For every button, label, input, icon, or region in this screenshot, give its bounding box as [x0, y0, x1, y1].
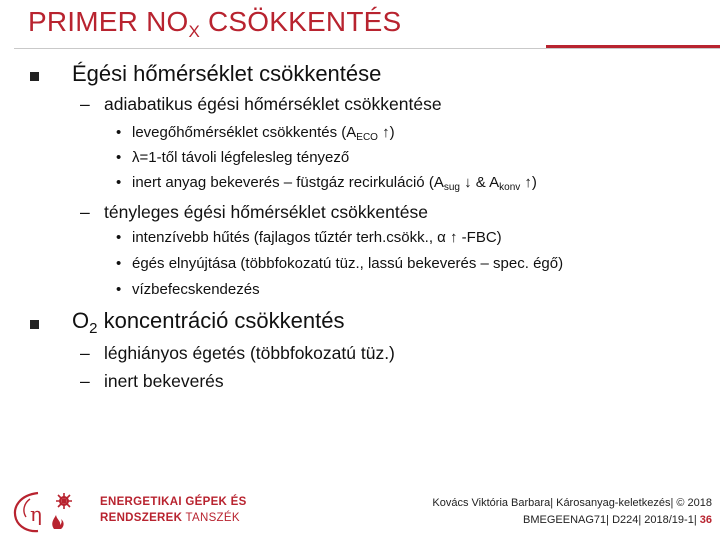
bullet-level3: • égés elnyújtása (többfokozatú tüz., lassú bekeverés – spec. égő)	[116, 255, 564, 272]
title-divider	[14, 48, 720, 49]
bullet-level2: – tényleges égési hőmérséklet csökkentése	[80, 202, 428, 222]
logo-name-line1: ENERGETIKAI GÉPEK ÉS	[100, 496, 247, 508]
bullet-level2: – léghiányos égetés (többfokozatú tüz.)	[80, 343, 395, 363]
bullet-level3: • intenzívebb hűtés (fajlagos tűztér terh.csökk., α ↑ -FBC)	[116, 229, 502, 246]
title-accent-bar	[546, 45, 720, 48]
svg-text:η: η	[30, 502, 42, 526]
page-title: PRIMER $NO_X$ CSÖKKENTÉS	[28, 6, 402, 41]
bullet-level2: – adiabatikus égési hőmérséklet csökkentése	[80, 94, 442, 114]
bullet-level3: • vízbefecskendezés	[116, 281, 260, 298]
logo-name-line2: RENDSZEREK TANSZÉK	[100, 512, 240, 524]
square-bullet-icon	[30, 72, 39, 81]
footer-author-line: Kovács Viktória Barbara| Károsanyag-keletkezés| © 2018	[432, 497, 712, 509]
bullet-level2: – inert bekeverés	[80, 371, 224, 391]
bullet-level1: $O_2$ koncentráció csökkentés	[72, 308, 345, 337]
bullet-level3: • λ=1-től távoli légfelesleg tényező	[116, 149, 350, 166]
eta-flame-gear-icon	[10, 489, 90, 533]
square-bullet-icon	[30, 320, 39, 329]
department-logo	[10, 489, 247, 533]
bullet-level1: Égési hőmérséklet csökkentése	[72, 61, 382, 86]
bullet-level3: • levegőhőmérséklet csökkentés ($A_{ECO}$ ↑)	[116, 124, 395, 143]
page-number: 36	[699, 514, 712, 526]
bullet-level3: • inert anyag bekeverés – füstgáz recirkuláció ($A_{sug}$ ↓ & $A_{konv}$ ↑)	[116, 174, 537, 193]
footer-course-line: BMEGEENAG71| D224| 2018/19-1| 36	[523, 514, 712, 526]
